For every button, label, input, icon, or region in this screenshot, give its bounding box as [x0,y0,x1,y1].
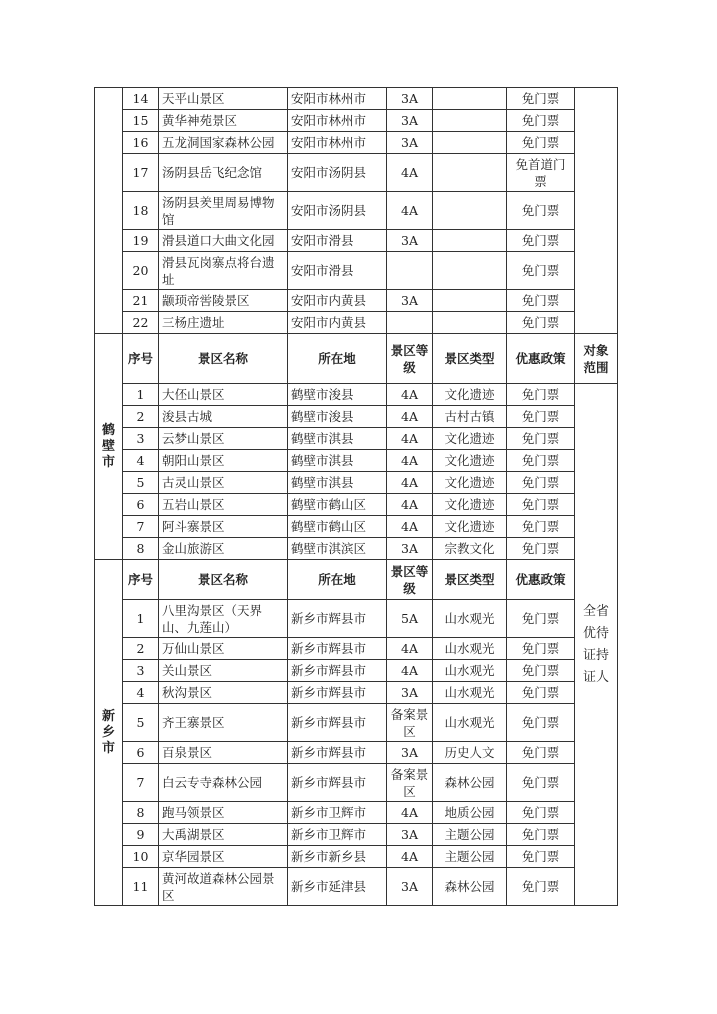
spot-location: 安阳市内黄县 [288,290,387,312]
header-type: 景区类型 [433,560,507,600]
spot-policy: 免门票 [507,704,575,742]
spot-name: 百泉景区 [159,742,288,764]
row-number: 3 [123,660,159,682]
spot-policy: 免门票 [507,406,575,428]
spot-name: 阿斗寨景区 [159,516,288,538]
spot-name: 滑县道口大曲文化园 [159,230,288,252]
spot-type [433,252,507,290]
spot-name: 汤阴县羑里周易博物馆 [159,192,288,230]
spot-location: 安阳市滑县 [288,252,387,290]
spot-name: 八里沟景区（天界山、九莲山） [159,600,288,638]
row-number: 6 [123,494,159,516]
spot-policy: 免门票 [507,450,575,472]
spot-location: 鹤壁市鹤山区 [288,516,387,538]
spot-policy: 免首道门票 [507,154,575,192]
spot-type: 山水观光 [433,638,507,660]
spot-location: 新乡市辉县市 [288,682,387,704]
spot-type [433,192,507,230]
table-row [95,384,618,406]
spot-type: 主题公园 [433,824,507,846]
spot-policy: 免门票 [507,660,575,682]
spot-type: 森林公园 [433,764,507,802]
spot-policy: 免门票 [507,802,575,824]
spot-name: 古灵山景区 [159,472,288,494]
spot-name: 白云专寺森林公园 [159,764,288,802]
row-number: 4 [123,450,159,472]
spot-policy: 免门票 [507,192,575,230]
table-row [95,154,618,192]
spot-name: 跑马领景区 [159,802,288,824]
spot-grade: 4A [387,516,433,538]
table-row [95,252,618,290]
row-number: 15 [123,110,159,132]
spot-location: 鹤壁市浚县 [288,384,387,406]
table-row [95,494,618,516]
city-name: 鹤壁市 [101,422,115,470]
spot-grade: 备案景区 [387,764,433,802]
spot-type [433,154,507,192]
spot-policy: 免门票 [507,742,575,764]
spot-grade: 4A [387,494,433,516]
spot-type [433,312,507,334]
spot-grade: 3A [387,538,433,560]
spot-location: 鹤壁市浚县 [288,406,387,428]
spot-type [433,110,507,132]
spot-name: 金山旅游区 [159,538,288,560]
row-number: 17 [123,154,159,192]
table-body [95,88,618,906]
row-number: 1 [123,600,159,638]
spot-grade: 3A [387,868,433,906]
table-row [95,764,618,802]
spot-grade [387,252,433,290]
spot-location: 鹤壁市淇县 [288,472,387,494]
spot-type: 文化遗迹 [433,472,507,494]
city-name: 新乡市 [101,708,115,756]
spot-location: 鹤壁市淇滨区 [288,538,387,560]
spot-grade: 4A [387,638,433,660]
spot-name: 大伾山景区 [159,384,288,406]
row-number: 8 [123,538,159,560]
spot-name: 万仙山景区 [159,638,288,660]
header-loc: 所在地 [288,334,387,384]
header-name: 景区名称 [159,560,288,600]
spot-location: 新乡市卫辉市 [288,802,387,824]
spot-policy: 免门票 [507,846,575,868]
spot-location: 新乡市卫辉市 [288,824,387,846]
row-number: 8 [123,802,159,824]
table-row [95,192,618,230]
spot-location: 新乡市辉县市 [288,638,387,660]
row-number: 19 [123,230,159,252]
spot-type: 古村古镇 [433,406,507,428]
spot-policy: 免门票 [507,252,575,290]
spot-location: 安阳市林州市 [288,132,387,154]
row-number: 7 [123,764,159,802]
spot-type: 山水观光 [433,600,507,638]
spot-policy: 免门票 [507,428,575,450]
table-row [95,682,618,704]
spot-type: 文化遗迹 [433,450,507,472]
row-number: 2 [123,638,159,660]
spot-name: 黄华神苑景区 [159,110,288,132]
spot-name: 三杨庄遗址 [159,312,288,334]
spot-grade: 4A [387,384,433,406]
spot-location: 安阳市汤阴县 [288,154,387,192]
spot-grade: 4A [387,154,433,192]
header-grade: 景区等级 [387,334,433,384]
scope-cell-anyang [575,88,618,334]
spot-grade: 3A [387,230,433,252]
spot-location: 新乡市新乡县 [288,846,387,868]
spot-grade: 4A [387,450,433,472]
spot-grade: 4A [387,802,433,824]
spot-grade: 3A [387,110,433,132]
table-row [95,704,618,742]
spot-type: 森林公园 [433,868,507,906]
row-number: 18 [123,192,159,230]
spot-policy: 免门票 [507,764,575,802]
row-number: 10 [123,846,159,868]
header-type: 景区类型 [433,334,507,384]
spot-type: 地质公园 [433,802,507,824]
scope-cell [575,384,618,906]
spot-location: 新乡市辉县市 [288,600,387,638]
header-policy: 优惠政策 [507,334,575,384]
table-row [95,472,618,494]
city-cell-hebi [95,334,123,560]
spot-policy: 免门票 [507,516,575,538]
header-name: 景区名称 [159,334,288,384]
spot-type: 历史人文 [433,742,507,764]
spot-location: 安阳市林州市 [288,88,387,110]
spot-type: 文化遗迹 [433,428,507,450]
header-loc: 所在地 [288,560,387,600]
spot-name: 秋沟景区 [159,682,288,704]
table-header-row [95,334,618,384]
spot-grade: 备案景区 [387,704,433,742]
spot-name: 齐王寨景区 [159,704,288,742]
table-row [95,742,618,764]
spot-policy: 免门票 [507,472,575,494]
spot-grade: 3A [387,88,433,110]
city-cell-anyang [95,88,123,334]
row-number: 16 [123,132,159,154]
spot-name: 五岩山景区 [159,494,288,516]
spot-policy: 免门票 [507,494,575,516]
spot-name: 颛顼帝喾陵景区 [159,290,288,312]
spot-grade: 4A [387,660,433,682]
spot-policy: 免门票 [507,312,575,334]
scope-text: 全省优待证持证人 [582,603,609,685]
table-row [95,638,618,660]
table-row [95,132,618,154]
spot-policy: 免门票 [507,682,575,704]
row-number: 4 [123,682,159,704]
spot-location: 新乡市辉县市 [288,742,387,764]
spot-grade: 3A [387,290,433,312]
spot-policy: 免门票 [507,538,575,560]
row-number: 1 [123,384,159,406]
spot-type [433,290,507,312]
spot-policy: 免门票 [507,638,575,660]
spot-grade: 4A [387,406,433,428]
spot-policy: 免门票 [507,600,575,638]
table-row [95,290,618,312]
spot-policy: 免门票 [507,824,575,846]
spot-type [433,230,507,252]
row-number: 14 [123,88,159,110]
table-header-row [95,560,618,600]
header-no: 序号 [123,334,159,384]
spot-location: 鹤壁市淇县 [288,450,387,472]
table-row [95,802,618,824]
row-number: 2 [123,406,159,428]
table-row [95,824,618,846]
spot-name: 五龙洞国家森林公园 [159,132,288,154]
spot-policy: 免门票 [507,110,575,132]
row-number: 9 [123,824,159,846]
table-row [95,88,618,110]
header-policy: 优惠政策 [507,560,575,600]
header-grade: 景区等级 [387,560,433,600]
spot-name: 滑县瓦岗寨点将台遗址 [159,252,288,290]
header-scope: 对象范围 [575,334,618,384]
spot-name: 天平山景区 [159,88,288,110]
table-row [95,230,618,252]
table-row [95,846,618,868]
spot-location: 安阳市汤阴县 [288,192,387,230]
spot-grade: 3A [387,682,433,704]
spot-type: 文化遗迹 [433,384,507,406]
spot-name: 大禹湖景区 [159,824,288,846]
spot-name: 云梦山景区 [159,428,288,450]
city-cell-xinxiang [95,560,123,906]
spot-location: 新乡市辉县市 [288,660,387,682]
spot-type: 山水观光 [433,682,507,704]
spot-location: 新乡市辉县市 [288,764,387,802]
spot-location: 安阳市滑县 [288,230,387,252]
table-row [95,312,618,334]
spot-grade: 4A [387,428,433,450]
spot-policy: 免门票 [507,88,575,110]
spot-location: 安阳市内黄县 [288,312,387,334]
spot-name: 朝阳山景区 [159,450,288,472]
row-number: 20 [123,252,159,290]
spot-type: 山水观光 [433,704,507,742]
spot-type [433,132,507,154]
spot-policy: 免门票 [507,868,575,906]
spot-type: 文化遗迹 [433,516,507,538]
row-number: 11 [123,868,159,906]
spot-type [433,88,507,110]
row-number: 3 [123,428,159,450]
spot-policy: 免门票 [507,132,575,154]
table-row [95,538,618,560]
spot-type: 山水观光 [433,660,507,682]
spot-location: 安阳市林州市 [288,110,387,132]
spot-name: 京华园景区 [159,846,288,868]
spot-grade: 4A [387,472,433,494]
spot-type: 宗教文化 [433,538,507,560]
row-number: 22 [123,312,159,334]
spot-policy: 免门票 [507,384,575,406]
spot-name: 关山景区 [159,660,288,682]
spot-location: 新乡市延津县 [288,868,387,906]
scenic-spots-table [94,87,618,906]
table-row [95,450,618,472]
spot-location: 鹤壁市鹤山区 [288,494,387,516]
table-row [95,600,618,638]
spot-type: 文化遗迹 [433,494,507,516]
table-row [95,406,618,428]
spot-location: 新乡市辉县市 [288,704,387,742]
spot-name: 浚县古城 [159,406,288,428]
spot-grade: 3A [387,742,433,764]
row-number: 6 [123,742,159,764]
row-number: 21 [123,290,159,312]
spot-grade [387,312,433,334]
table-row [95,428,618,450]
spot-policy: 免门票 [507,290,575,312]
spot-grade: 4A [387,846,433,868]
table-row [95,110,618,132]
table-row [95,868,618,906]
spot-grade: 3A [387,132,433,154]
spot-policy: 免门票 [507,230,575,252]
table-row [95,516,618,538]
spot-location: 鹤壁市淇县 [288,428,387,450]
spot-type: 主题公园 [433,846,507,868]
spot-grade: 4A [387,192,433,230]
spot-name: 汤阴县岳飞纪念馆 [159,154,288,192]
spot-grade: 5A [387,600,433,638]
spot-grade: 3A [387,824,433,846]
row-number: 5 [123,704,159,742]
row-number: 7 [123,516,159,538]
spot-name: 黄河故道森林公园景区 [159,868,288,906]
row-number: 5 [123,472,159,494]
header-no: 序号 [123,560,159,600]
table-row [95,660,618,682]
